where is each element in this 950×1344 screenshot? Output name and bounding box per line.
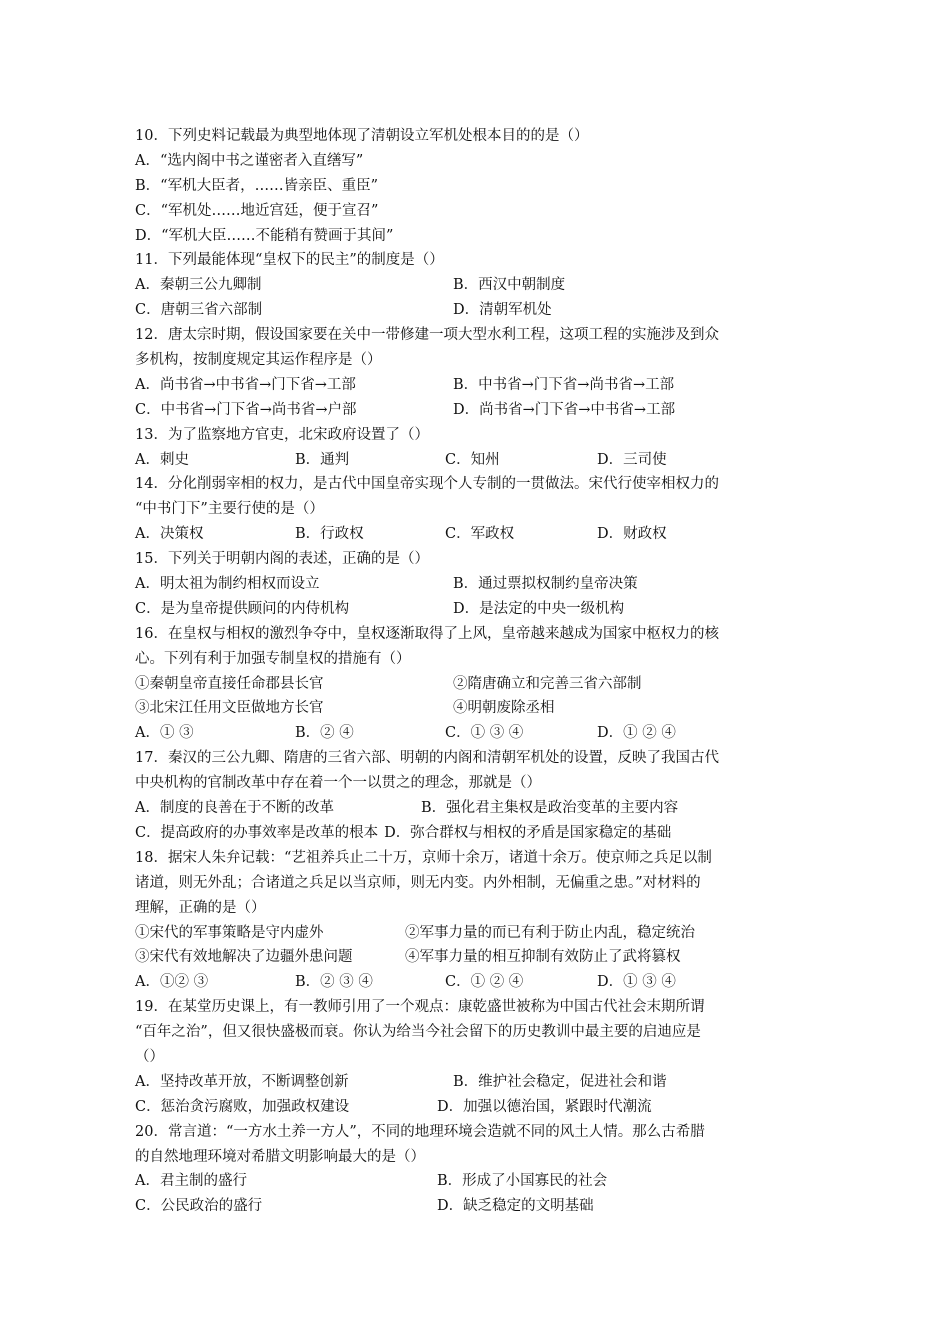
q18-item-4: ④军事力量的相互抑制有效防止了武将篡权 <box>405 949 681 966</box>
q11-options-row-2 <box>135 298 815 323</box>
q16-item-4: ④明朝废除丞相 <box>453 700 555 717</box>
q16-options-row <box>135 721 815 746</box>
q11-option-d: D．清朝军机处 <box>453 302 552 319</box>
q13-option-c: C．知州 <box>445 451 500 468</box>
q17-option-a: A．制度的良善在于不断的改革 <box>135 800 334 817</box>
q10-option-a: A．“选内阁中书之谨密者入直缮写” <box>135 152 364 169</box>
question-16-stem-line-1: 16．在皇权与相权的激烈争夺中，皇权逐渐取得了上风，皇帝越来越成为国家中枢权力的核 <box>135 625 719 642</box>
q15-option-d: D．是法定的中央一级机构 <box>453 600 625 617</box>
q13-options-row <box>135 448 815 473</box>
question-19-stem-line-1: 19．在某堂历史课上，有一教师引用了一个观点：康乾盛世被称为中国古代社会末期所谓 <box>135 999 705 1016</box>
q18-options-row <box>135 970 815 995</box>
question-12-stem-line-1: 12．唐太宗时期，假设国家要在关中一带修建一项大型水利工程，这项工程的实施涉及到众 <box>135 327 719 344</box>
q16-items-row-2 <box>135 696 815 721</box>
q15-option-c: C．是为皇帝提供顾问的内侍机构 <box>135 600 350 617</box>
question-20-stem-line-2: 的自然地理环境对希腊文明影响最大的是（） <box>135 1148 425 1165</box>
q18-items-row-1 <box>135 921 815 946</box>
exam-page <box>135 124 815 1219</box>
q18-item-2: ②军事力量的而已有利于防止内乱，稳定统治 <box>405 924 695 941</box>
q14-option-a: A．决策权 <box>135 526 204 543</box>
question-18-stem-line-2: 诸道，则无外乱；合诸道之兵足以当京师，则无内变。内外相制，无偏重之患。”对材料的 <box>135 874 701 891</box>
question-12-stem-line-2: 多机构，按制度规定其运作程序是（） <box>135 352 382 369</box>
q12-options-row-1 <box>135 373 815 398</box>
q19-options-row-2 <box>135 1095 815 1120</box>
q10-option-c: C．“军机处……地近宫廷，便于宣召” <box>135 202 379 219</box>
q16-item-3: ③北宋江任用文臣做地方长官 <box>135 700 324 717</box>
q12-option-a: A．尚书省→中书省→门下省→工部 <box>135 376 356 393</box>
question-17-stem-line-2: 中央机构的官制改革中存在着一个一以贯之的理念，那就是（） <box>135 775 541 792</box>
q11-options-row-1 <box>135 273 815 298</box>
q14-option-b: B．行政权 <box>295 526 364 543</box>
question-15-stem: 15．下列关于明朝内阁的表述，正确的是（） <box>135 551 429 568</box>
q12-option-c: C．中书省→门下省→尚书省→户部 <box>135 401 357 418</box>
q20-option-a: A．君主制的盛行 <box>135 1173 247 1190</box>
q12-option-b: B．中书省→门下省→尚书省→工部 <box>453 376 675 393</box>
q17-option-c: C．提高政府的办事效率是改革的根本 <box>135 824 379 841</box>
q20-option-d: D．缺乏稳定的文明基础 <box>437 1198 594 1215</box>
q20-options-row-1 <box>135 1169 815 1194</box>
question-14-stem-line-1: 14．分化削弱宰相的权力，是古代中国皇帝实现个人专制的一贯做法。宋代行使宰相权力的 <box>135 476 719 493</box>
q17-option-b: B．强化君主集权是政治变革的主要内容 <box>421 800 679 817</box>
q16-option-d: D．① ② ④ <box>597 725 676 742</box>
q19-option-c: C．惩治贪污腐败，加强政权建设 <box>135 1098 350 1115</box>
q20-options-row-2 <box>135 1194 815 1219</box>
q16-item-1: ①秦朝皇帝直接任命郡县长官 <box>135 675 324 692</box>
q19-options-row-1 <box>135 1070 815 1095</box>
q13-option-b: B．通判 <box>295 451 350 468</box>
q18-option-d: D．① ③ ④ <box>597 974 676 991</box>
question-10-stem: 10．下列史料记载最为典型地体现了清朝设立军机处根本目的的是（） <box>135 128 589 144</box>
q13-option-d: D．三司使 <box>597 451 667 468</box>
q17-option-d: D．弥合群权与相权的矛盾是国家稳定的基础 <box>384 824 672 841</box>
q18-items-row-2 <box>135 945 815 970</box>
q11-option-b: B．西汉中朝制度 <box>453 277 566 294</box>
q14-option-d: D．财政权 <box>597 526 667 543</box>
q20-option-c: C．公民政治的盛行 <box>135 1198 263 1215</box>
q14-option-c: C．军政权 <box>445 526 515 543</box>
q17-options-row-2 <box>135 821 815 846</box>
q15-options-row-1 <box>135 572 815 597</box>
q14-options-row <box>135 522 815 547</box>
question-20-stem-line-1: 20．常言道：“一方水土养一方人”，不同的地理环境会造就不同的风土人情。那么古希腊 <box>135 1123 705 1140</box>
q18-option-b: B．② ③ ④ <box>295 974 373 991</box>
q18-item-1: ①宋代的军事策略是守内虚外 <box>135 924 324 941</box>
question-16-stem-line-2: 心。下列有利于加强专制皇权的措施有（） <box>135 650 411 667</box>
q18-item-3: ③宋代有效地解决了边疆外患问题 <box>135 949 353 966</box>
q18-option-a: A．①② ③ <box>135 974 209 991</box>
question-18-stem-line-3: 理解，正确的是（） <box>135 899 266 916</box>
question-13-stem: 13．为了监察地方官吏，北宋政府设置了（） <box>135 426 429 443</box>
q16-item-2: ②隋唐确立和完善三省六部制 <box>453 675 642 692</box>
q15-option-b: B．通过票拟权制约皇帝决策 <box>453 576 638 593</box>
q16-option-a: A．① ③ <box>135 725 194 742</box>
q18-option-c: C．① ② ④ <box>445 974 524 991</box>
q16-items-row-1 <box>135 672 815 697</box>
q11-option-a: A．秦朝三公九卿制 <box>135 277 262 294</box>
q13-option-a: A．刺史 <box>135 451 189 468</box>
q19-option-b: B．维护社会稳定，促进社会和谐 <box>453 1073 667 1090</box>
question-19-stem-line-2: “百年之治”，但又很快盛极而衰。你认为给当今社会留下的历史教训中最主要的启迪应是 <box>135 1024 701 1041</box>
q16-option-b: B．② ④ <box>295 725 354 742</box>
q15-option-a: A．明太祖为制约相权而设立 <box>135 576 320 593</box>
q10-option-d: D．“军机大臣……不能稍有赞画于其间” <box>135 227 394 244</box>
q16-option-c: C．① ③ ④ <box>445 725 524 742</box>
q19-option-a: A．坚持改革开放，不断调整创新 <box>135 1073 349 1090</box>
q12-options-row-2 <box>135 398 815 423</box>
question-19-stem-line-3: （） <box>135 1048 164 1065</box>
question-14-stem-line-2: “中书门下”主要行使的是（） <box>135 501 324 518</box>
q15-options-row-2 <box>135 597 815 622</box>
question-11-stem: 11．下列最能体现“皇权下的民主”的制度是（） <box>135 252 444 269</box>
question-17-stem-line-1: 17．秦汉的三公九卿、隋唐的三省六部、明朝的内阁和清朝军机处的设置，反映了我国古代 <box>135 750 719 767</box>
q20-option-b: B．形成了小国寡民的社会 <box>437 1173 608 1190</box>
q17-options-row-1 <box>135 796 815 821</box>
q19-option-d: D．加强以德治国，紧跟时代潮流 <box>437 1098 652 1115</box>
q10-option-b: B．“军机大臣者，……皆亲臣、重臣” <box>135 177 378 194</box>
q11-option-c: C．唐朝三省六部制 <box>135 302 263 319</box>
q12-option-d: D．尚书省→门下省→中书省→工部 <box>453 401 676 418</box>
question-18-stem-line-1: 18．据宋人朱弁记载：“艺祖养兵止二十万，京师十余万，诸道十余万。使京师之兵足以制 <box>135 849 712 866</box>
